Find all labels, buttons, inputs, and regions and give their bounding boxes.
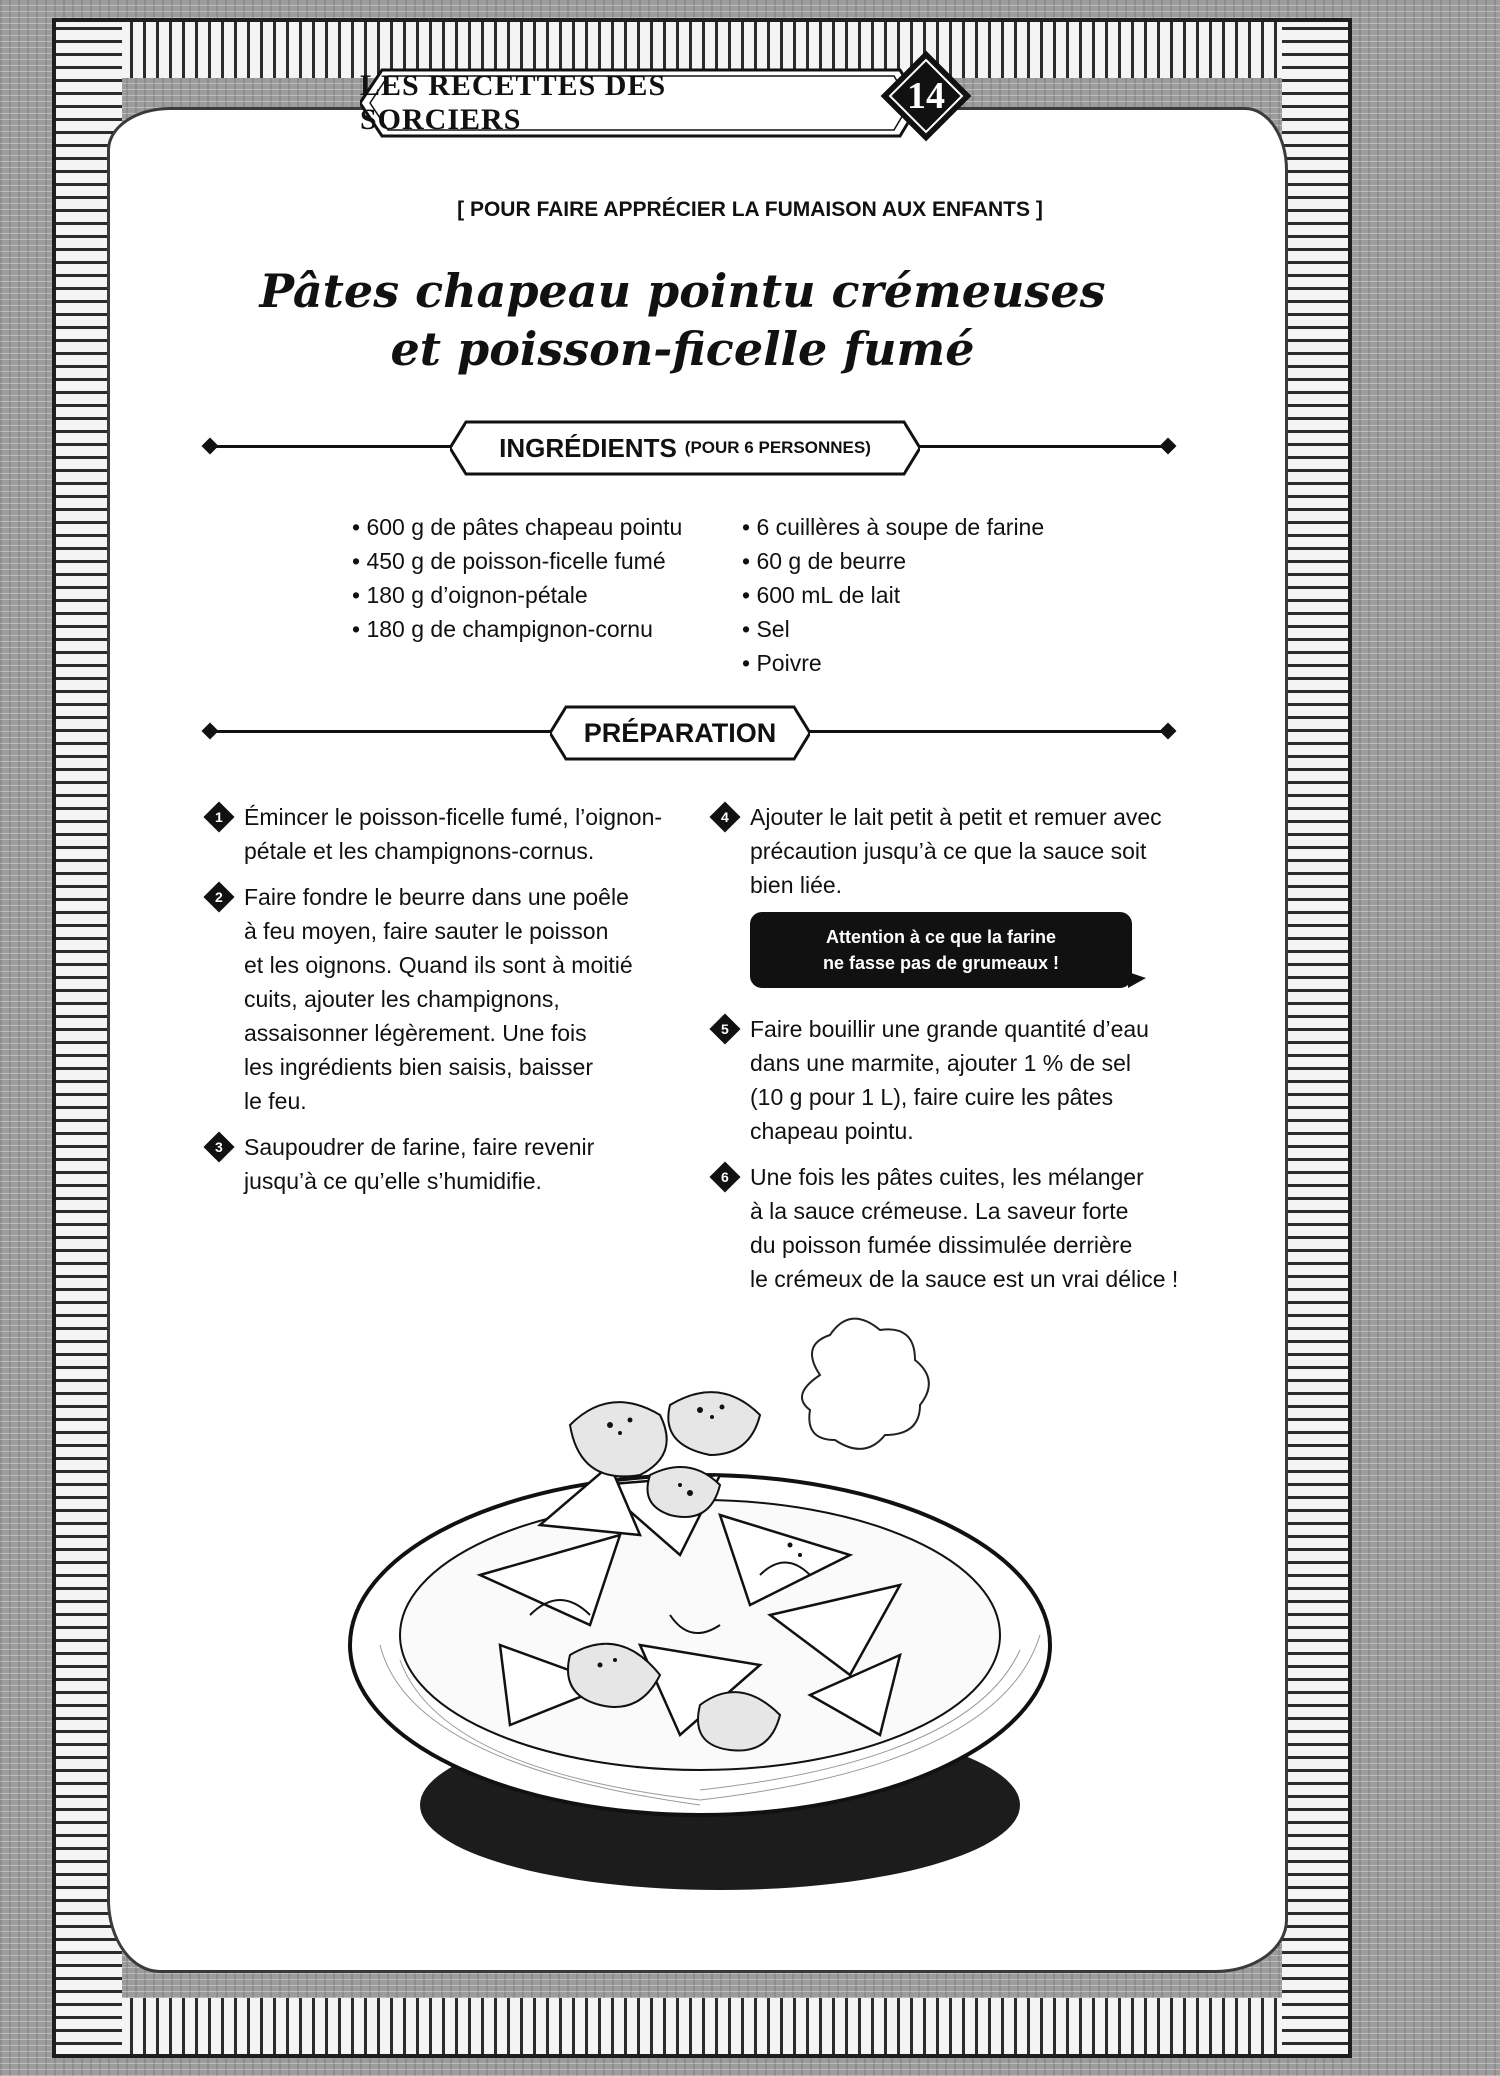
step-text-line: Émincer le poisson-ficelle fumé, l’oignon- <box>244 804 663 830</box>
step-number-icon: 4 <box>709 801 740 832</box>
step-text-line: le crémeux de la sauce est un vrai délice ! <box>750 1266 1179 1292</box>
step-5 <box>714 1012 1194 1148</box>
tip-bubble <box>750 912 1132 988</box>
step-text-line: bien liée. <box>750 872 843 898</box>
recipe-title-line1: Pâtes chapeau pointu crémeuses <box>259 264 1106 318</box>
step-text-line: chapeau pointu. <box>750 1118 914 1144</box>
recipe-title-line2: et poisson-ficelle fumé <box>390 322 975 376</box>
step-number-icon: 2 <box>203 881 234 912</box>
tip-line: Attention à ce que la farine <box>825 927 1057 947</box>
step-text-line: les ingrédients bien saisis, baisser <box>244 1054 594 1080</box>
list-item: • 600 g de pâtes chapeau pointu <box>352 510 682 544</box>
step-text-line: jusqu’à ce qu’elle s’humidifie. <box>244 1168 542 1194</box>
steps-left-column <box>208 800 708 1210</box>
list-item: • Sel <box>742 612 1044 646</box>
step-text-line: dans une marmite, ajouter 1 % de sel <box>750 1050 1131 1076</box>
tip-bubble-tail-icon <box>1128 972 1146 988</box>
step-text-line: le feu. <box>244 1088 307 1114</box>
step-text-line: et les oignons. Quand ils sont à moitié <box>244 952 633 978</box>
step-text-line: cuits, ajouter les champignons, <box>244 986 560 1012</box>
frame-bottom-border <box>52 1998 1352 2058</box>
step-text-line: (10 g pour 1 L), faire cuire les pâtes <box>750 1084 1114 1110</box>
recipe-subtitle: [ POUR FAIRE APPRÉCIER LA FUMAISON AUX ENFANTS ] <box>457 198 1043 221</box>
step-number-icon: 1 <box>203 801 234 832</box>
step-2 <box>208 880 708 1118</box>
step-6 <box>714 1160 1194 1296</box>
step-text-line: à feu moyen, faire sauter le poisson <box>244 918 609 944</box>
ingredients-list-left <box>352 510 682 646</box>
step-number-icon: 3 <box>203 1131 234 1162</box>
steam-puff-icon <box>802 1319 929 1449</box>
step-text-line: Une fois les pâtes cuites, les mélanger <box>750 1164 1144 1190</box>
step-text-line: Ajouter le lait petit à petit et remuer avec <box>750 804 1162 830</box>
preparation-heading: PRÉPARATION <box>566 709 794 757</box>
list-item: • 6 cuillères à soupe de farine <box>742 510 1044 544</box>
ingredients-heading <box>466 424 904 472</box>
list-item: • 180 g de champignon-cornu <box>352 612 682 646</box>
list-item: • Poivre <box>742 646 1044 680</box>
list-item: • 60 g de beurre <box>742 544 1044 578</box>
steps-right-column-bottom <box>714 1012 1194 1308</box>
list-item: • 180 g d’oignon-pétale <box>352 578 682 612</box>
step-number-icon: 5 <box>709 1013 740 1044</box>
series-title: LES RECETTES DES SORCIERS <box>360 69 667 136</box>
step-text-line: assaisonner légèrement. Une fois <box>244 1020 587 1046</box>
step-text-line: Faire bouillir une grande quantité d’eau <box>750 1016 1149 1042</box>
step-text-line: Faire fondre le beurre dans une poêle <box>244 884 629 910</box>
recipe-number: 14 <box>907 75 945 117</box>
step-3 <box>208 1130 708 1198</box>
ingredients-list-right <box>742 510 1044 680</box>
step-1 <box>208 800 708 868</box>
step-text-line: Saupoudrer de farine, faire revenir <box>244 1134 595 1160</box>
pasta-dish-illustration <box>340 1315 1100 1915</box>
step-text-line: du poisson fumée dissimulée derrière <box>750 1232 1133 1258</box>
step-text-line: précaution jusqu’à ce que la sauce soit <box>750 838 1147 864</box>
step-text-line: à la sauce crémeuse. La saveur forte <box>750 1198 1129 1224</box>
step-text-line: pétale et les champignons-cornus. <box>244 838 595 864</box>
servings-note: (POUR 6 PERSONNES) <box>684 438 871 457</box>
ingredients-title: INGRÉDIENTS <box>499 432 677 463</box>
steps-right-column-top <box>714 800 1184 914</box>
list-item: • 600 mL de lait <box>742 578 1044 612</box>
tip-line: ne fasse pas de grumeaux ! <box>822 953 1060 973</box>
list-item: • 450 g de poisson-ficelle fumé <box>352 544 682 578</box>
recipe-title <box>0 262 1365 378</box>
step-4 <box>714 800 1184 902</box>
step-number-icon: 6 <box>709 1161 740 1192</box>
series-banner <box>360 64 920 142</box>
